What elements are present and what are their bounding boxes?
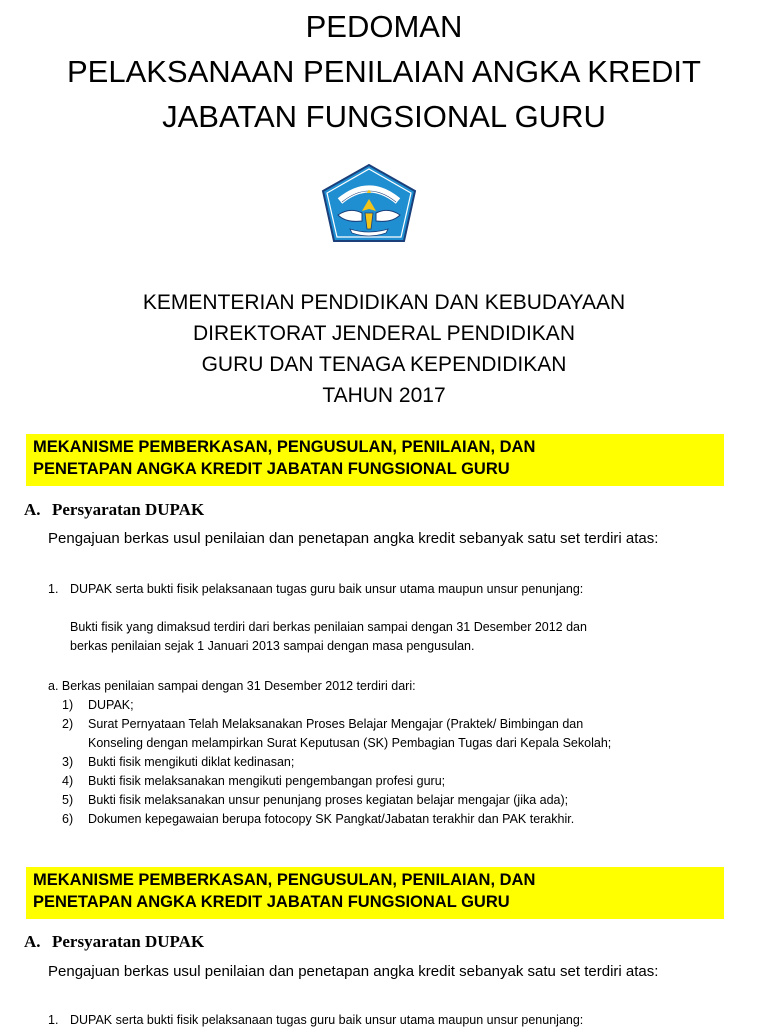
banner-line: PENETAPAN ANGKA KREDIT JABATAN FUNGSIONAL GURU — [33, 893, 510, 911]
heading-letter: A. — [24, 500, 41, 519]
title-line: PEDOMAN — [305, 9, 463, 44]
ministry-line: KEMENTERIAN PENDIDIKAN DAN KEBUDAYAAN — [142, 291, 626, 314]
sub-item-number: 2) — [62, 717, 74, 731]
sub-item-text: Bukti fisik melaksanakan mengikuti pengembangan profesi guru; — [88, 774, 446, 788]
list-item-number: 1. — [48, 582, 59, 596]
ministry-line: DIREKTORAT JENDERAL PENDIDIKAN — [193, 322, 575, 345]
intro-paragraph: Pengajuan berkas usul penilaian dan penetapan angka kredit sebanyak satu set terdiri atas: — [48, 963, 659, 980]
note-line: Bukti fisik yang dimaksud terdiri dari berkas penilaian sampai dengan 31 Desember 2012 dan — [70, 620, 587, 634]
list-item — [48, 580, 583, 599]
heading-text: Persyaratan DUPAK — [52, 932, 205, 951]
ministry-line: TAHUN 2017 — [322, 384, 446, 407]
banner-line: PENETAPAN ANGKA KREDIT JABATAN FUNGSIONAL GURU — [33, 460, 510, 478]
intro-paragraph: Pengajuan berkas usul penilaian dan penetapan angka kredit sebanyak satu set terdiri atas: — [48, 530, 659, 547]
sub-item-text: Bukti fisik melaksanakan unsur penunjang proses kegiatan belajar mengajar (jika ada); — [88, 793, 569, 807]
sub-heading: a. Berkas penilaian sampai dengan 31 Desember 2012 terdiri dari: — [48, 679, 416, 693]
ministry-line: GURU DAN TENAGA KEPENDIDIKAN — [201, 353, 567, 376]
note-line: berkas penilaian sejak 1 Januari 2013 sampai dengan masa pengusulan. — [70, 639, 475, 653]
list-item — [48, 1011, 583, 1030]
sub-list-item — [62, 734, 611, 753]
heading-letter: A. — [24, 932, 41, 951]
sub-item-number: 5) — [62, 793, 74, 807]
sub-item-text: Bukti fisik mengikuti diklat kedinasan; — [88, 755, 295, 769]
sub-list-item — [62, 753, 294, 772]
sub-list-item — [62, 715, 583, 734]
sub-item-text: Konseling dengan melampirkan Surat Keputusan (SK) Pembagian Tugas dari Kepala Sekolah; — [88, 736, 612, 750]
sub-list-item — [62, 696, 134, 715]
banner-line: MEKANISME PEMBERKASAN, PENGUSULAN, PENILAIAN, DAN — [33, 871, 536, 889]
section-banner — [26, 434, 724, 486]
sub-list-item — [62, 810, 574, 829]
title-line: JABATAN FUNGSIONAL GURU — [162, 99, 606, 134]
sub-item-text: Surat Pernyataan Telah Melaksanakan Proses Belajar Mengajar (Praktek/ Bimbingan dan — [88, 717, 584, 731]
list-item-number: 1. — [48, 1013, 59, 1027]
ministry-block — [0, 287, 768, 411]
sub-item-number: 4) — [62, 774, 74, 788]
section-banner — [26, 867, 724, 919]
tut-wuri-handayani-logo — [320, 163, 418, 251]
sub-item-text: Dokumen kepegawaian berupa fotocopy SK Pangkat/Jabatan terakhir dan PAK terakhir. — [88, 812, 575, 826]
sub-item-number: 3) — [62, 755, 74, 769]
heading-text: Persyaratan DUPAK — [52, 500, 205, 519]
document-title — [0, 4, 768, 139]
title-line: PELAKSANAAN PENILAIAN ANGKA KREDIT — [66, 54, 701, 89]
list-item-text: DUPAK serta bukti fisik pelaksanaan tugas guru baik unsur utama maupun unsur penunjang: — [70, 1013, 584, 1027]
section-heading — [24, 500, 204, 520]
sub-list-item — [62, 791, 568, 810]
sub-item-number: 1) — [62, 698, 74, 712]
section-heading — [24, 932, 204, 952]
sub-item-text: DUPAK; — [88, 698, 134, 712]
list-item-text: DUPAK serta bukti fisik pelaksanaan tugas guru baik unsur utama maupun unsur penunjang: — [70, 582, 584, 596]
sub-list-item — [62, 772, 445, 791]
banner-line: MEKANISME PEMBERKASAN, PENGUSULAN, PENILAIAN, DAN — [33, 438, 536, 456]
sub-item-number: 6) — [62, 812, 74, 826]
